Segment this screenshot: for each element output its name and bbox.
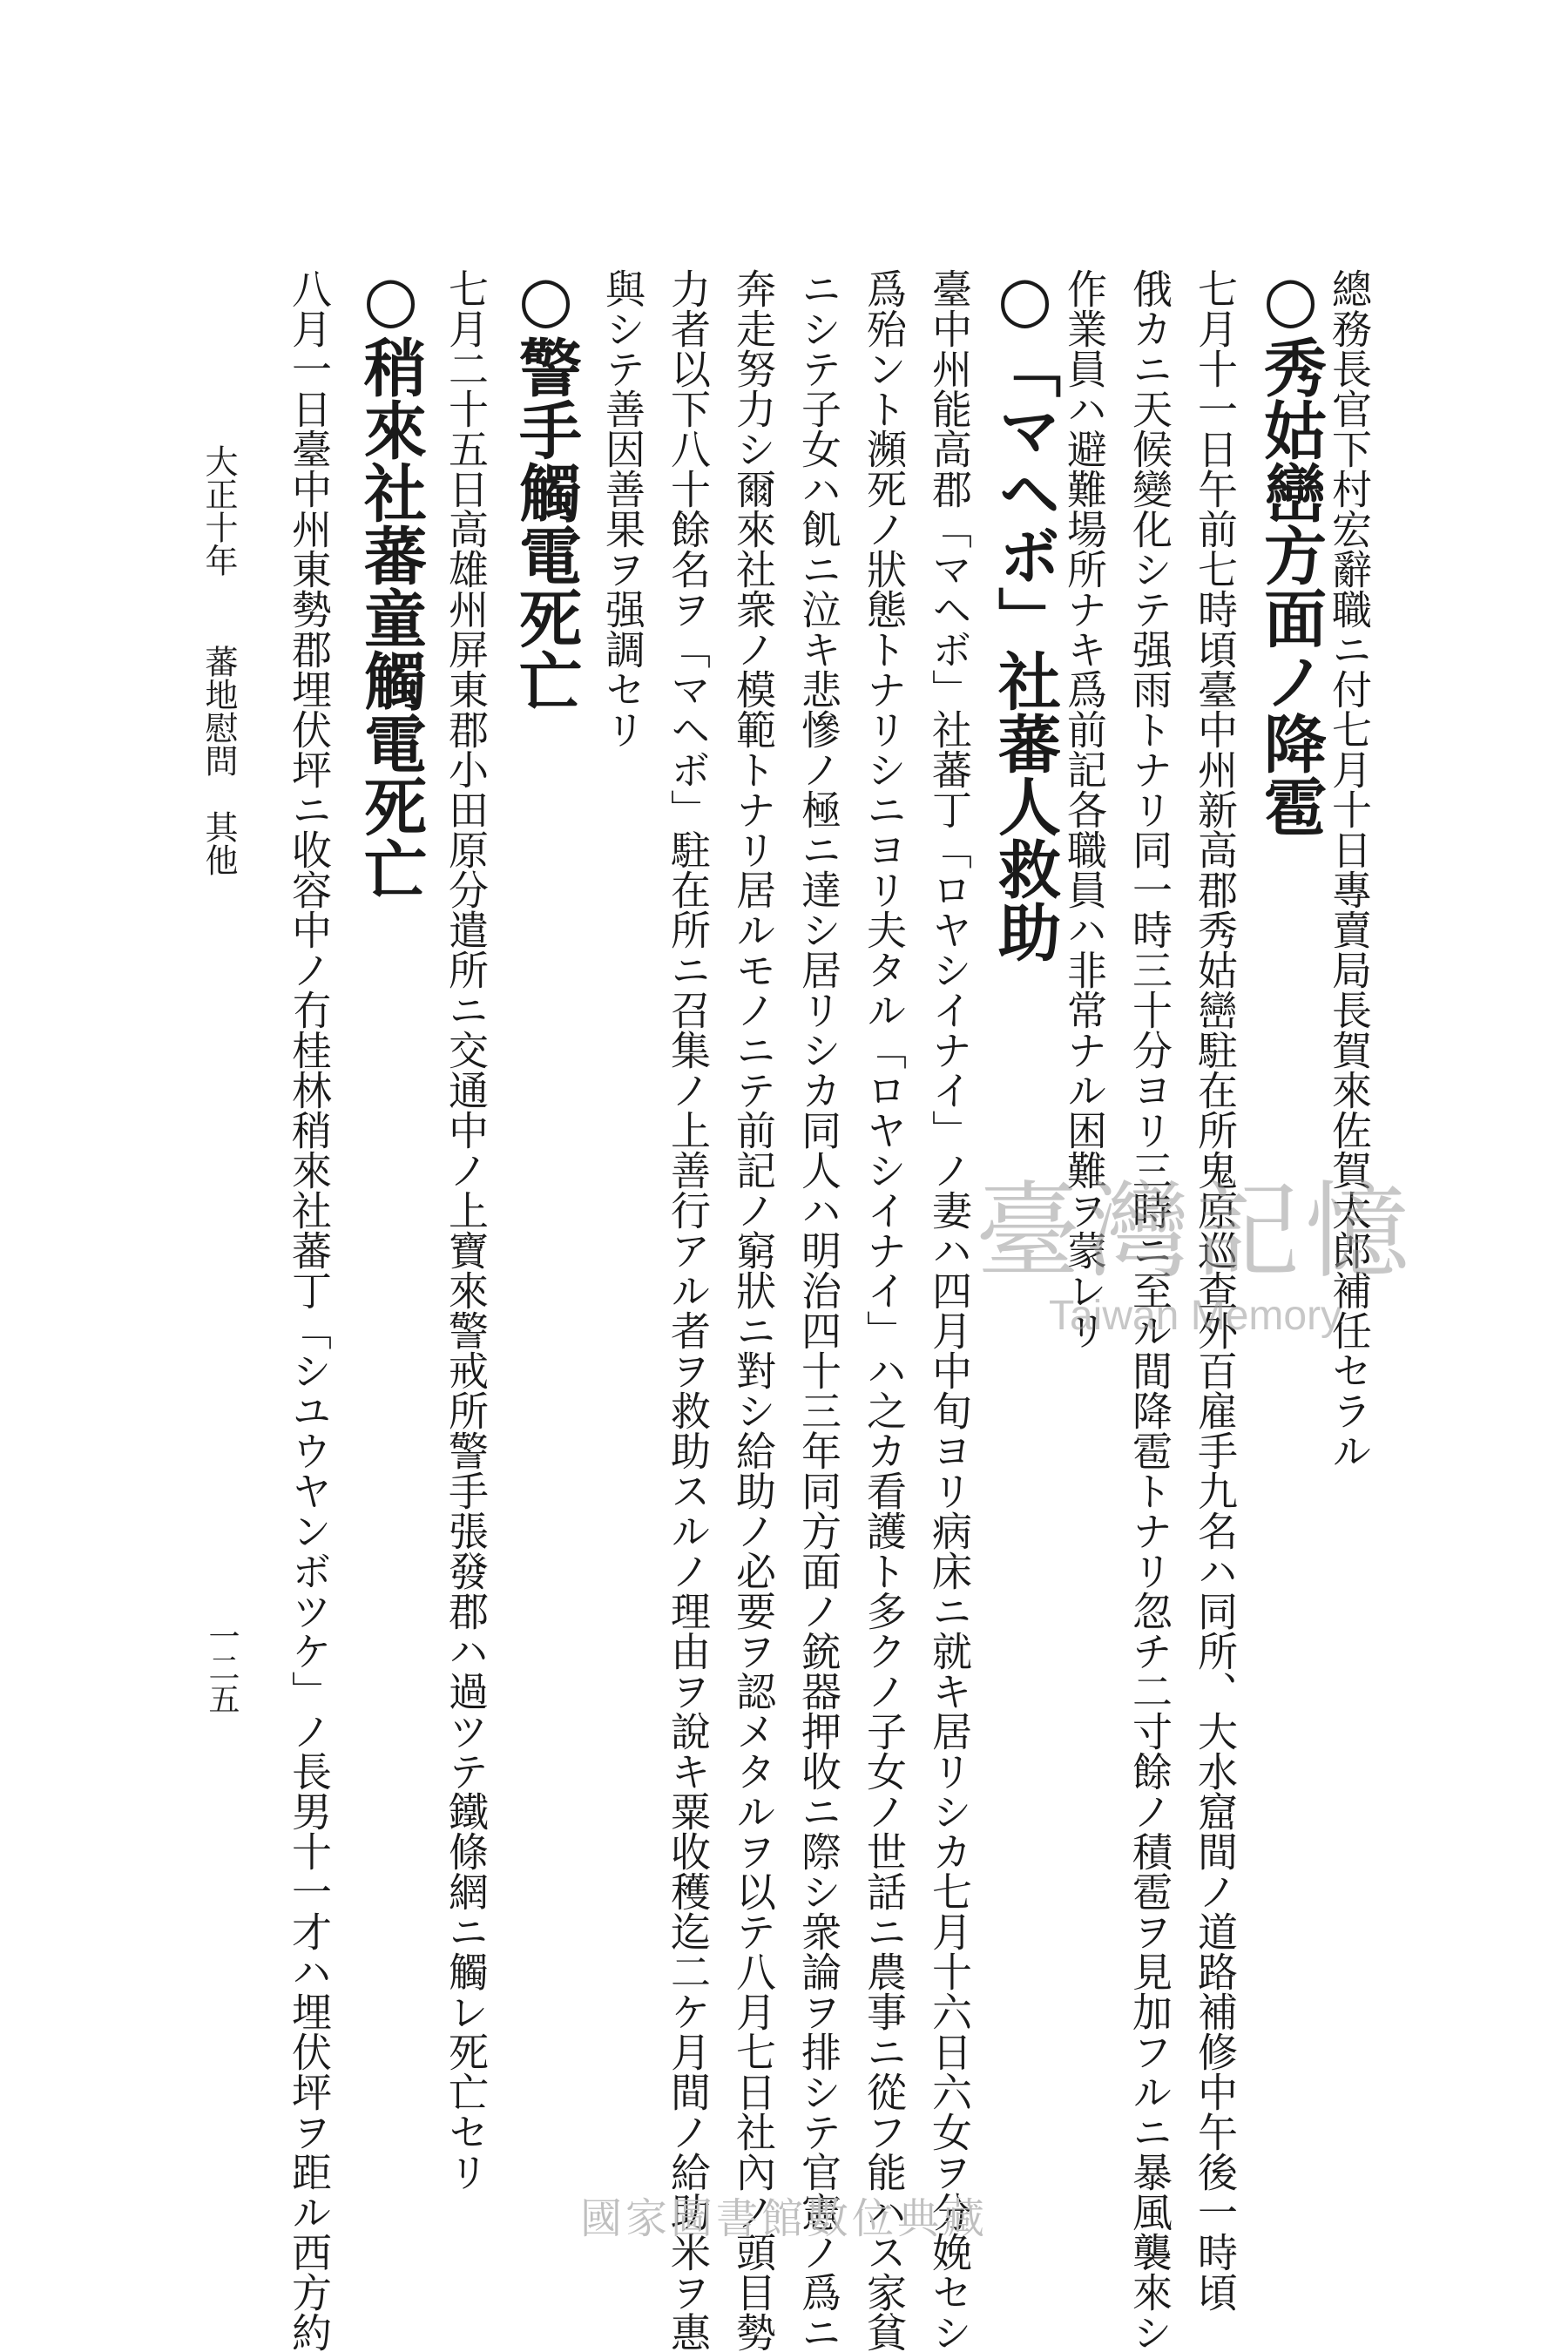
watermark-english: Taiwan Memory <box>1048 1293 1342 1339</box>
text-column-2: 七月十一日午前七時頃臺中州新高郡秀姑巒駐在所鬼原巡查外百雇手九名ハ同所、大水窟間ノ道路補修中午後一時頃 <box>1192 268 1239 2312</box>
page-number: 一二五 <box>204 1620 240 1714</box>
taiwan-memory-watermark <box>976 1172 1415 1339</box>
section-heading-mahebo-rescue: ○「マヘボ」社蕃人救助 <box>988 261 1062 963</box>
library-caption: 國家圖書館數位典藏 <box>579 2194 988 2243</box>
text-column-8: 奔走努力シ爾來社衆ノ模範トナリ居ルモノニテ前記ノ窮狀ニ對シ給助ノ必要ヲ認メタルヲ以テ八月七日社內ノ頭目勢 <box>730 268 777 2352</box>
text-column-1: 總務長官下村宏辭職ニ付七月十日專賣局長賀來佐賀太郎補任セラル <box>1326 268 1373 1470</box>
text-column-10: 與シテ善因善果ヲ强調セリ <box>599 268 646 749</box>
text-column-5: 臺中州能高郡「マヘボ」社蕃丁「ロヤシイナイ」ノ妻ハ四月中旬ヨリ病床ニ就キ居リシカ七月十六日六女ヲ分娩セシ <box>926 268 973 2352</box>
text-column-6: 爲殆ント瀕死ノ狀態トナリシニヨリ夫タル「ロヤシイナイ」ハ之カ看護ト多クノ子女ノ世話ニ農事ニ從フ能ハス家貧 <box>861 268 908 2352</box>
text-column-9: 力者以下八十餘名ヲ「マヘボ」駐在所ニ召集ノ上善行アル者ヲ救助スルノ理由ヲ說キ粟收穫迄二ケ月間ノ給助米ヲ惠 <box>665 268 712 2352</box>
section-heading-child-electrocution: ○稍來社蕃童觸電死亡 <box>354 261 428 900</box>
text-column-11: 七月二十五日高雄州屏東郡小田原分遣所ニ交通中ノ上寶來警戒所警手張發郡ハ過ツテ鐵條網ニ觸レ死亡セリ <box>443 268 490 2192</box>
text-column-7: ニシテ子女ハ飢ニ泣キ悲慘ノ極ニ達シ居リシカ同人ハ明治四十三年同方面ノ銃器押收ニ際シ衆論ヲ排シテ官憲ノ爲ニ <box>795 268 842 2352</box>
watermark-chinese: 臺灣記憶 <box>976 1172 1415 1293</box>
footer-section-title: 蕃地慰問 其他 <box>199 645 238 876</box>
footer-era: 大正十年 <box>199 444 238 577</box>
text-column-3: 俄カニ天候變化シテ强雨トナリ同一時三十分ヨリ三時ニ至ル間降雹トナリ忽チ二寸餘ノ積雹ヲ見加フルニ暴風襲來シ <box>1126 268 1173 2352</box>
section-heading-guard-electrocution: ○警手觸電死亡 <box>509 261 583 712</box>
section-heading-hail: ○秀姑巒方面ノ降雹 <box>1254 261 1328 837</box>
text-column-4: 作業員ハ避難場所ナキ爲前記各職員ハ非常ナル困難ヲ蒙レリ <box>1061 268 1108 1350</box>
text-column-12: 八月一日臺中州東勢郡埋伏坪ニ收容中ノ冇桂林稍來社蕃丁「シユウヤンボツケ」ノ長男十一才ハ埋伏坪ヲ距ル西方約 <box>286 268 333 2352</box>
